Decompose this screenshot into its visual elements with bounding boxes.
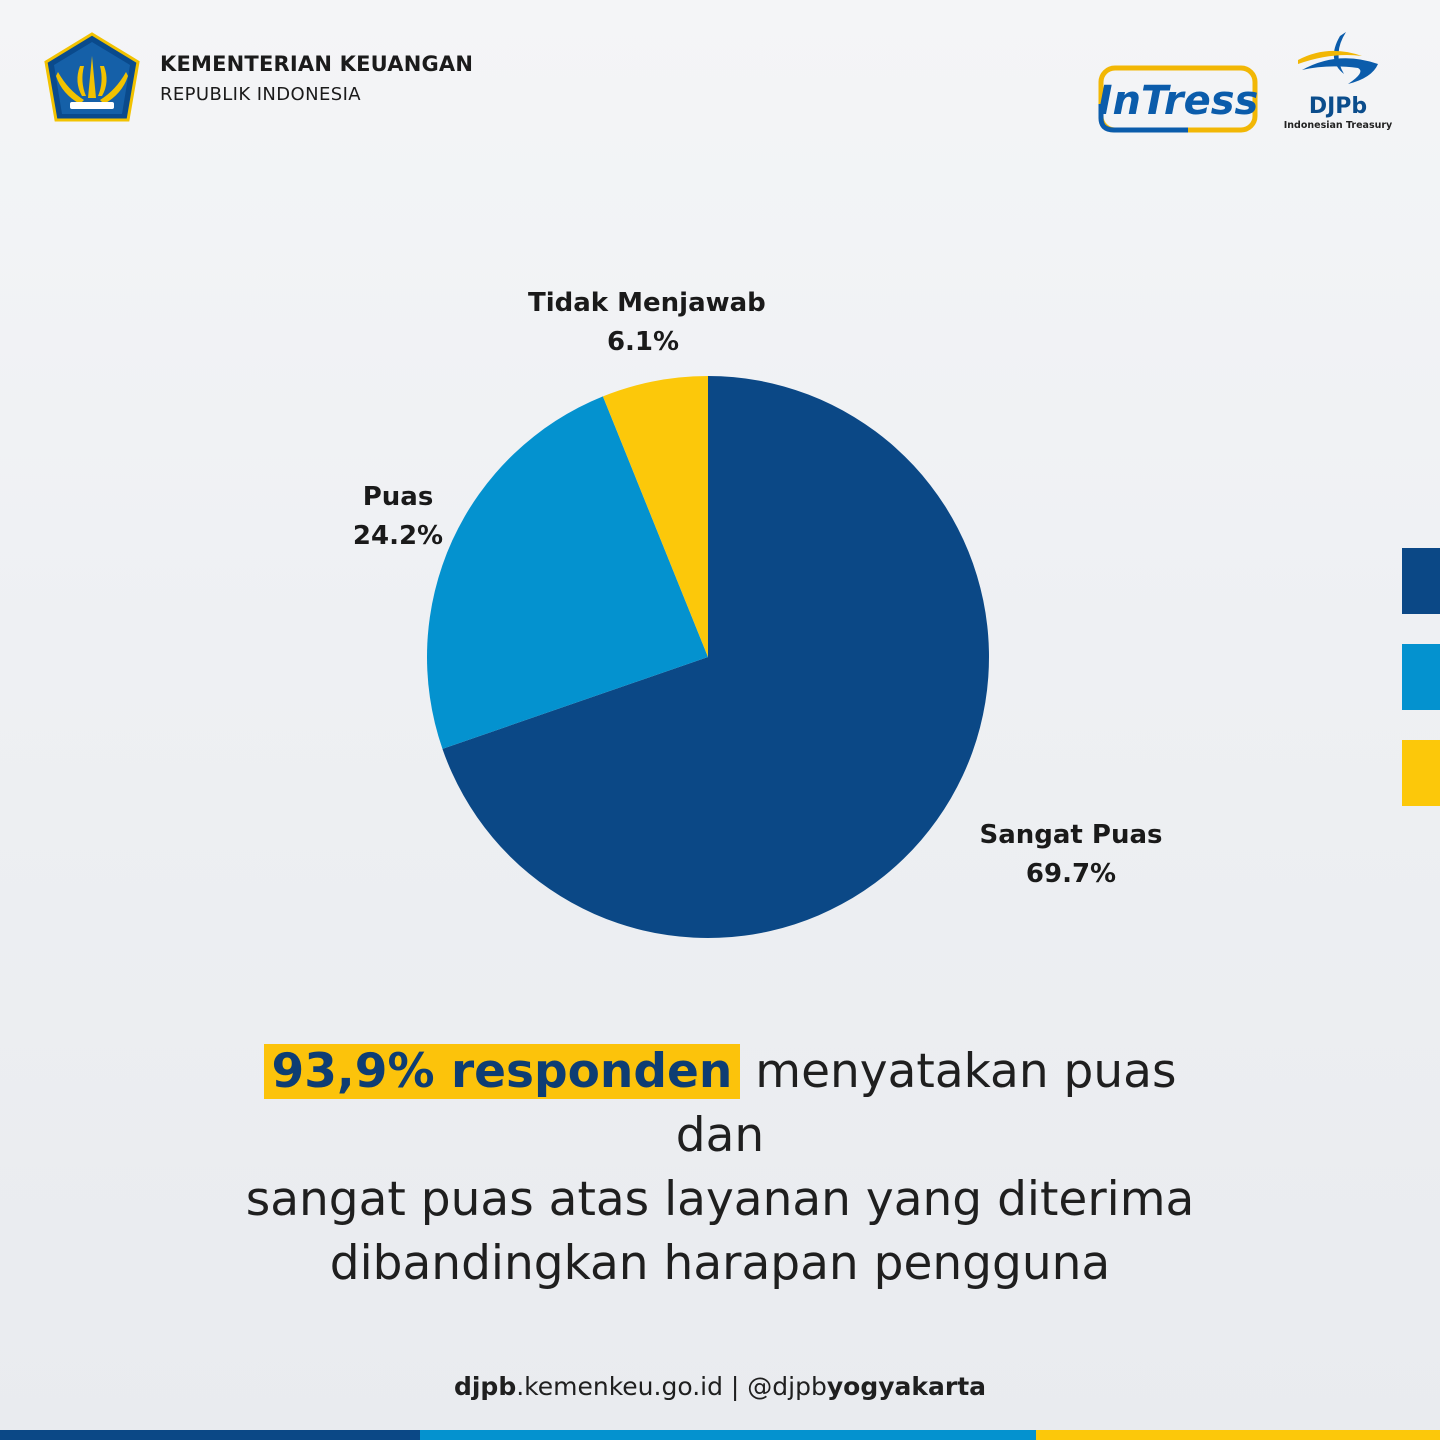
side-tab-blue <box>1402 644 1440 710</box>
caption <box>220 1040 1220 1296</box>
bottom-bar-blue <box>420 1430 1036 1440</box>
caption-line-3: dibandingkan harapan pengguna <box>329 1236 1111 1291</box>
bottom-bar-yellow <box>1036 1430 1440 1440</box>
side-tab-navy <box>1402 548 1440 614</box>
footer-handle-prefix: @djpb <box>747 1372 827 1401</box>
side-tab-yellow <box>1402 740 1440 806</box>
slice-value: 24.2% <box>352 521 444 551</box>
caption-line-1-rest: menyatakan puas dan <box>675 1044 1177 1163</box>
footer-handle-bold: yogyakarta <box>826 1372 987 1401</box>
slice-value: 6.1% <box>606 327 680 357</box>
djpb-subtitle: Indonesian Treasury <box>1283 120 1393 131</box>
slice-name: Sangat Puas <box>979 820 1163 850</box>
bottom-bar-navy <box>0 1430 420 1440</box>
footer <box>0 1372 1440 1401</box>
djpb-word: DJPb <box>1308 94 1368 119</box>
slice-label-puas <box>338 478 458 556</box>
caption-line-2: sangat puas atas layanan yang diterima <box>245 1172 1195 1227</box>
caption-line-1 <box>220 1040 1220 1168</box>
slice-label-sangat-puas <box>976 816 1166 894</box>
footer-site-rest: .kemenkeu.go.id <box>516 1372 723 1401</box>
intress-logo-text: InTress <box>1098 78 1258 124</box>
caption-highlight: 93,9% responden <box>264 1044 741 1099</box>
org-country: REPUBLIK INDONESIA <box>160 83 362 105</box>
footer-separator: | <box>722 1372 748 1401</box>
slice-name: Puas <box>362 482 434 512</box>
org-name: KEMENTERIAN KEUANGAN <box>160 51 474 76</box>
slice-label-tidak-menjawab <box>528 284 766 362</box>
bottom-color-bar <box>0 1430 1440 1440</box>
footer-site-bold: djpb <box>453 1372 517 1401</box>
slice-name: Tidak Menjawab <box>528 288 766 318</box>
slice-value: 69.7% <box>1025 859 1117 889</box>
